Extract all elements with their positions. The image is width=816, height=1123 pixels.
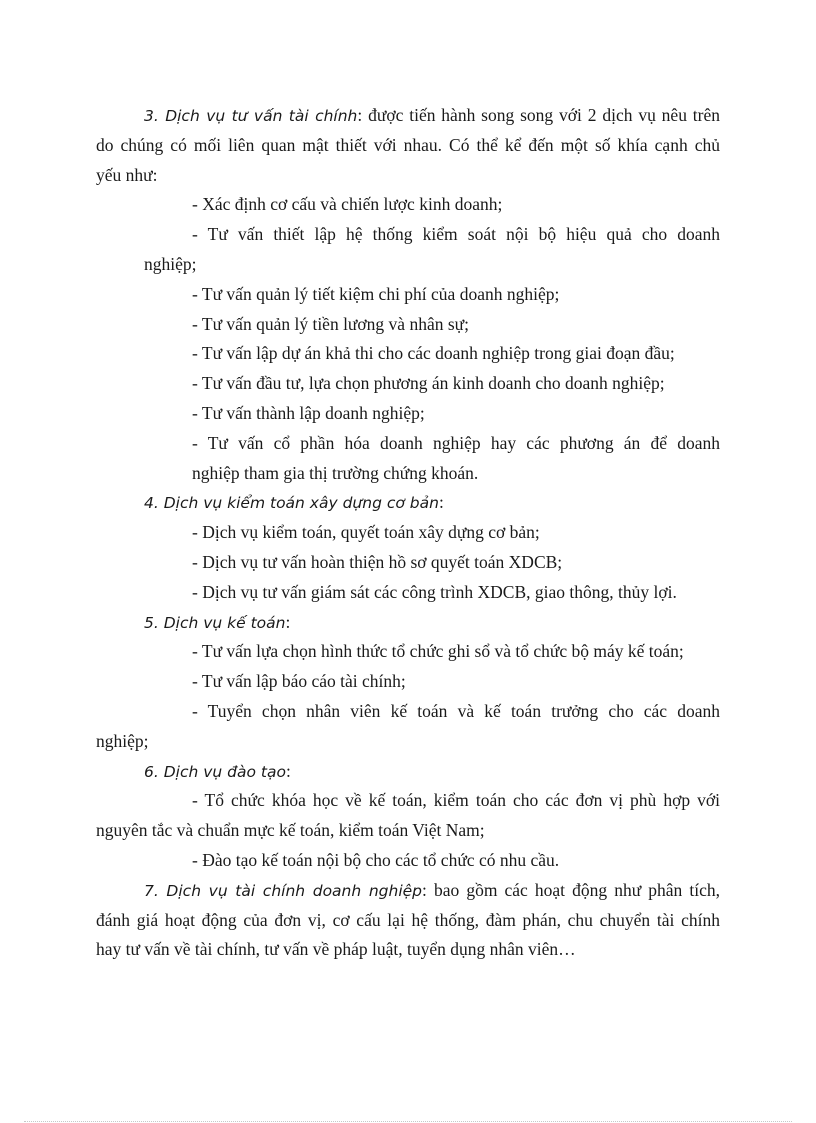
section3-item-continuation: nghiệp; xyxy=(144,253,197,274)
section5-item: - Tư vấn lập báo cáo tài chính; xyxy=(192,671,406,692)
section3-item: - Tư vấn đầu tư, lựa chọn phương án kinh doanh cho doanh nghiệp; xyxy=(192,373,665,394)
section3-item: - Tư vấn quản lý tiền lương và nhân sự; xyxy=(192,313,469,334)
section6-heading: 6. Dịch vụ đào tạo xyxy=(144,762,286,781)
section7-first-line xyxy=(96,876,720,906)
section3-line1: : được tiến hành song song với 2 dịch vụ nêu trên xyxy=(357,105,720,125)
section5-colon: : xyxy=(285,611,291,632)
section6-heading-line xyxy=(96,757,720,787)
section3-line3: yếu như: xyxy=(96,164,158,185)
section7-line1: : bao gồm các hoạt động như phân tích, xyxy=(422,879,720,900)
section5-heading-line xyxy=(96,608,720,638)
section4-heading-line xyxy=(96,488,720,518)
section3-heading: 3. Dịch vụ tư vấn tài chính xyxy=(144,107,358,125)
section5-heading: 5. Dịch vụ kế toán xyxy=(144,613,286,632)
section4-item: - Dịch vụ kiểm toán, quyết toán xây dựng cơ bản; xyxy=(192,522,540,543)
section7-heading: 7. Dịch vụ tài chính doanh nghiệp xyxy=(144,881,423,900)
section4-item: - Dịch vụ tư vấn hoàn thiện hồ sơ quyết toán XDCB; xyxy=(192,551,563,572)
section5-item: - Tuyển chọn nhân viên kế toán và kế toán trưởng cho các doanh xyxy=(192,700,720,721)
section3-item: - Tư vấn thiết lập hệ thống kiểm soát nội bộ hiệu quả cho doanh xyxy=(192,224,720,245)
section3-item: - Xác định cơ cấu và chiến lược kinh doanh; xyxy=(192,194,503,215)
section4-colon: : xyxy=(438,492,444,513)
section4-item: - Dịch vụ tư vấn giám sát các công trình XDCB, giao thông, thủy lợi. xyxy=(192,581,677,602)
page-bottom-divider xyxy=(24,1121,792,1122)
section6-item: - Tổ chức khóa học về kế toán, kiểm toán cho các đơn vị phù hợp với xyxy=(192,790,720,811)
section6-colon: : xyxy=(285,760,291,781)
section3-line2: do chúng có mối liên quan mật thiết với nhau. Có thể kể đến một số khía cạnh chủ xyxy=(96,134,720,155)
section7-line2: đánh giá hoạt động của đơn vị, cơ cấu lại hệ thống, đàm phán, chu chuyển tài chính xyxy=(96,909,720,930)
section3-item: - Tư vấn lập dự án khả thi cho các doanh nghiệp trong giai đoạn đầu; xyxy=(192,343,675,364)
section7-line3: hay tư vấn về tài chính, tư vấn về pháp luật, tuyển dụng nhân viên… xyxy=(96,939,576,960)
section6-item-continuation: nguyên tắc và chuẩn mực kế toán, kiểm toán Việt Nam; xyxy=(96,820,485,841)
section3-item-continuation: nghiệp tham gia thị trường chứng khoán. xyxy=(192,462,479,483)
section3-item: - Tư vấn thành lập doanh nghiệp; xyxy=(192,402,425,423)
section3-item: - Tư vấn cổ phần hóa doanh nghiệp hay các phương án để doanh xyxy=(192,432,720,453)
section4-heading: 4. Dịch vụ kiểm toán xây dựng cơ bản xyxy=(144,494,439,513)
document-body xyxy=(96,101,720,965)
section5-item-continuation: nghiệp; xyxy=(96,730,149,751)
section3-item: - Tư vấn quản lý tiết kiệm chi phí của doanh nghiệp; xyxy=(192,283,560,304)
section5-item: - Tư vấn lựa chọn hình thức tổ chức ghi sổ và tổ chức bộ máy kế toán; xyxy=(192,641,684,662)
section3-first-line xyxy=(96,101,720,131)
section6-item: - Đào tạo kế toán nội bộ cho các tổ chức có nhu cầu. xyxy=(192,849,560,870)
